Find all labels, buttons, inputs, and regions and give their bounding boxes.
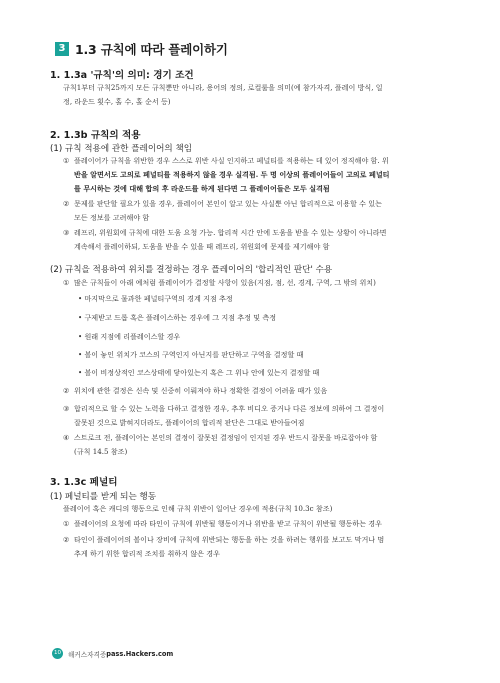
- footer-website: pass.Hackers.com: [106, 649, 174, 658]
- item-text: 문제를 판단할 필요가 있을 경우, 플레이어 본인이 알고 있는 사실뿐 아닌 합리적으로 이용할 수 있는: [74, 199, 382, 208]
- s2-item-1-line-1: [63, 154, 389, 167]
- footer-publisher: 해커스자격증: [68, 650, 107, 659]
- section-1-line-1: 규칙1부터 규칙25까지 모든 규칙뿐만 아니라, 용어의 정의, 로컬룰을 의미(예 참가자격, 플레이 방식, 일: [63, 83, 383, 92]
- item-number: ①: [63, 156, 70, 165]
- s2-item-1-line-3: 를 무시하는 것에 대해 합의 후 라운드를 하게 된다면 그 플레이어들은 모두 실격됨: [74, 184, 330, 193]
- item-number: ③: [63, 404, 70, 413]
- s3-item-2-line-1: [63, 533, 384, 546]
- item-number: ②: [63, 535, 70, 544]
- item-text: 레프리, 위원회에 규칙에 대한 도움 요청 가능. 합리적 시간 안에 도움을 받을 수 있는 상황이 아니라면: [74, 228, 387, 237]
- item-text: 플레이어가 규칙을 위반한 경우 스스로 위반 사실 인지하고 페널티를 적용하는 데 있어 정직해야 함. 위: [74, 156, 389, 165]
- section-3-subheading-1: (1) 페널티를 받게 되는 행동: [50, 492, 157, 502]
- bullet-item: • 마지막으로 물과한 페널티구역의 경계 지점 추정: [78, 294, 233, 303]
- s2b-item-3-line-2: 잘못된 것으로 밝혀지더라도, 플레이어의 합리적 판단은 그대로 받아들여짐: [74, 418, 305, 427]
- s2-item-2-line-1: [63, 197, 382, 210]
- s2-item-1-line-2: 반을 알면서도 고의로 페널티를 적용하지 않을 경우 실격됨. 두 명 이상의 플레이어들이 고의로 페널티: [74, 170, 390, 179]
- bullet-item: • 구제받고 드롭 혹은 플레이스하는 경우에 그 지점 추정 및 측정: [78, 313, 277, 322]
- s2b-item-2-line-1: [63, 384, 327, 397]
- item-text: 타인이 플레이어의 볼이나 장비에 규칙에 위반되는 행동을 하는 것을 하려는 행위를 보고도 막거나 멈: [74, 535, 385, 544]
- s2b-item-4-line-2: (규칙 14.5 참조): [74, 447, 128, 456]
- item-number: ①: [63, 278, 70, 287]
- s2b-item-1-line-1: [63, 276, 376, 289]
- item-number: ④: [63, 433, 70, 442]
- s3-item-2-line-2: 추게 하기 위한 합리적 조치를 취하지 않은 경우: [74, 549, 220, 558]
- item-text: 플레이어의 요청에 따라 타인이 규칙에 위반될 행동이거나 위반을 받고 규칙이 위반될 행동하는 경우: [74, 519, 383, 528]
- section-1-line-2: 정, 라운드 횟수, 홀 수, 홀 순서 등): [63, 97, 171, 106]
- s2b-item-4-line-1: [63, 431, 377, 444]
- item-number: ①: [63, 519, 70, 528]
- bullet-item: • 볼이 비정상적인 코스상태에 닿아있는지 혹은 그 위나 안에 있는지 결정할 때: [78, 368, 320, 377]
- item-text: 많은 규칙들이 아래 예처럼 플레이어가 결정할 사항이 있음(지점, 점, 선, 경계, 구역, 그 밖의 위치): [74, 278, 376, 287]
- section-3-heading: 3. 1.3c 페널티: [50, 477, 118, 488]
- s3-item-1-line-1: [63, 517, 382, 530]
- section-1-heading: 1. 1.3a '규칙'의 의미: 경기 조건: [50, 70, 194, 81]
- s2b-item-3-line-1: [63, 402, 384, 415]
- section-2-heading: 2. 1.3b 규칙의 적용: [50, 130, 141, 141]
- page-number: 10: [52, 648, 63, 659]
- page-footer: [52, 648, 173, 659]
- chapter-title: 1.3 규칙에 따라 플레이하기: [75, 42, 228, 57]
- bullet-item: • 볼이 놓인 위치가 코스의 구역인지 아닌지를 판단하고 구역을 결정할 때: [78, 350, 304, 359]
- section-3-intro: 플레이어 혹은 캐디의 행동으로 인해 규칙 위반이 일어난 경우에 적용(규칙 10.3c 참조): [63, 504, 333, 513]
- s2-item-3-line-2: 계속해서 플레이하되, 도움을 받을 수 있을 때 레프리, 위원회에 문제를 제기해야 함: [74, 242, 330, 251]
- item-text: 합리적으로 할 수 있는 노력을 다하고 결정한 경우, 추후 비디오 증거나 다른 정보에 의하여 그 결정이: [74, 404, 385, 413]
- chapter-header: [55, 40, 228, 58]
- bullet-item: • 원래 지점에 리플레이스할 경우: [78, 332, 181, 341]
- item-text: 위치에 관한 결정은 신속 및 신중히 이뤄져야 하나 정확한 결정이 어려울 때가 있음: [74, 386, 328, 395]
- section-2-subheading-1: (1) 규칙 적용에 관한 플레이어의 책임: [50, 144, 193, 154]
- s2-item-2-line-2: 모든 정보를 고려해야 함: [74, 213, 150, 222]
- item-number: ②: [63, 199, 70, 208]
- s2-item-3-line-1: [63, 226, 386, 239]
- item-text: 스트로크 전, 플레이어는 본인의 결정이 잘못된 결정임이 인지된 경우 반드시 잘못을 바로잡아야 함: [74, 433, 378, 442]
- item-number: ③: [63, 228, 70, 237]
- item-number: ②: [63, 386, 70, 395]
- section-2-subheading-2: (2) 규칙을 적용하여 위치를 결정하는 경우 플레이어의 '합리적인 판단' 수용: [50, 265, 333, 275]
- chapter-number-badge: 3: [55, 42, 69, 56]
